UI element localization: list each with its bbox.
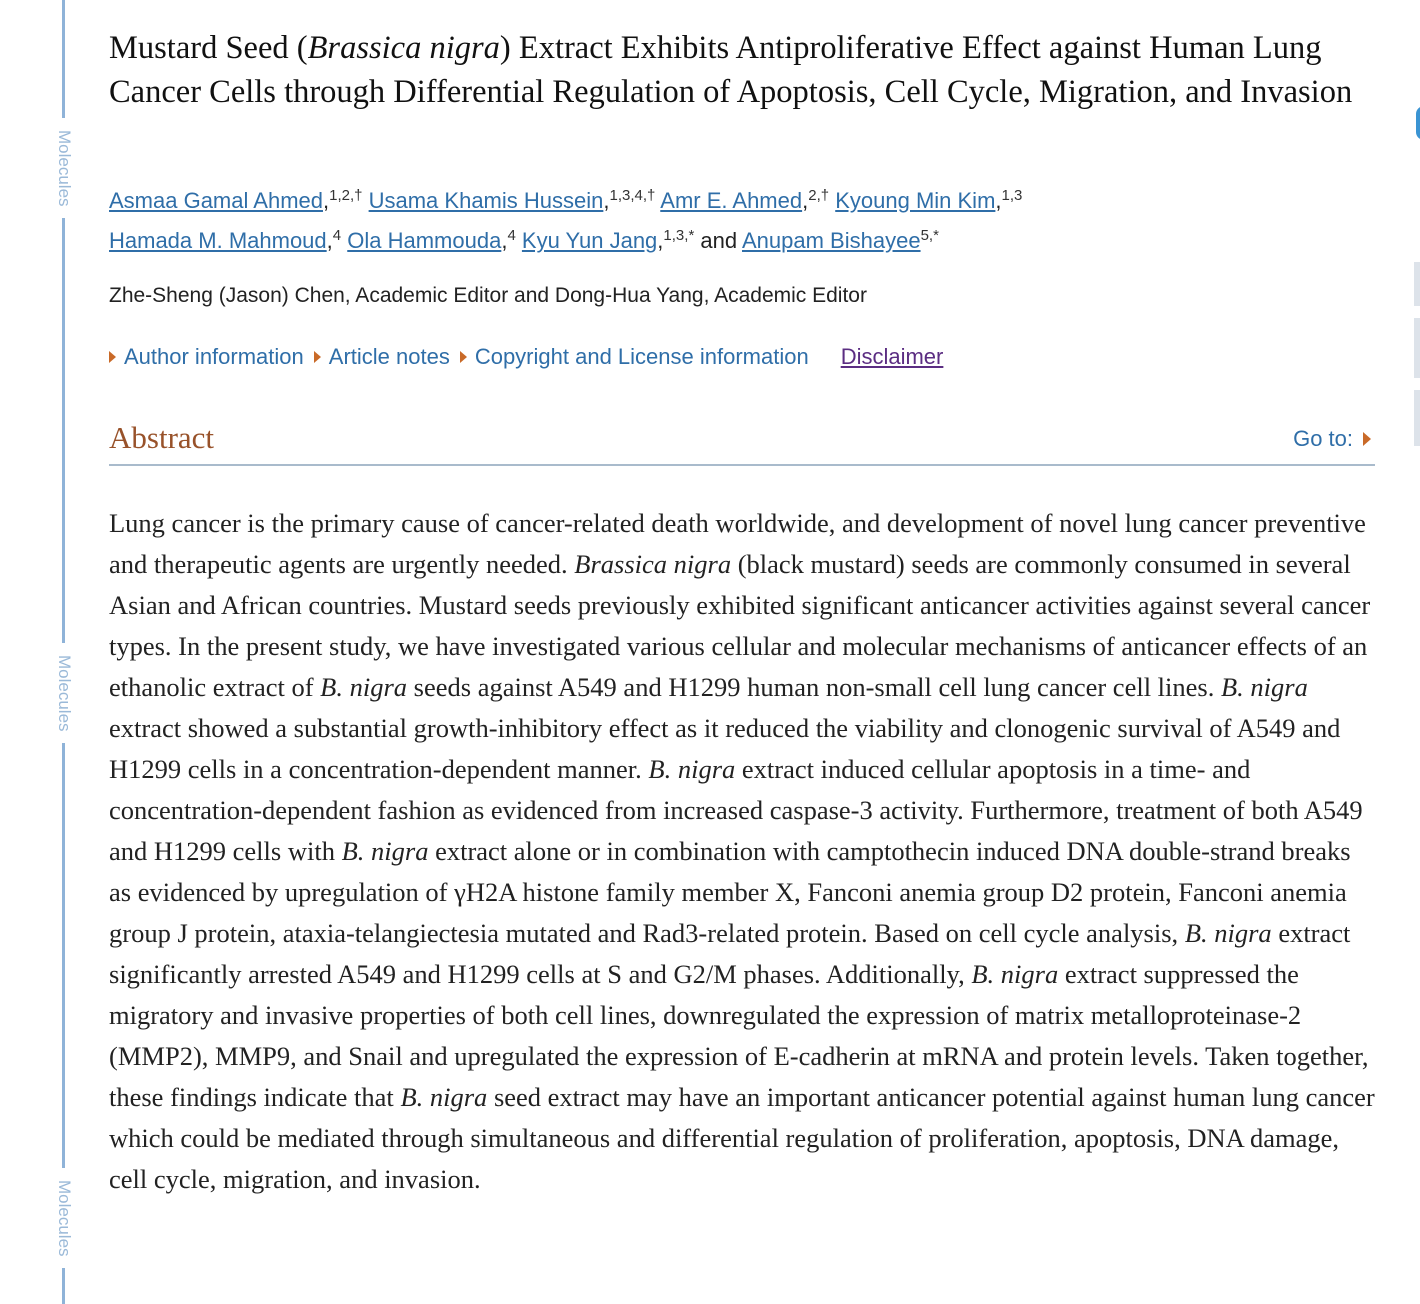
cropped-sidebar-edge [1414, 262, 1420, 306]
author-affiliation: 1,2,† [329, 187, 363, 204]
abstract-text [109, 503, 1375, 1200]
abstract-species-italic: B. nigra [1184, 918, 1272, 948]
triangle-right-icon [460, 351, 467, 363]
abstract-segment: extract induced cellular apoptosis in a time- and concentration-dependent fashion as evidenced from increased caspase-3 activity. Furthermore, treatment of both A549 and H1299 cells with [109, 754, 1363, 866]
author-affiliation: 1,3,4,† [609, 187, 656, 204]
author-affiliation: 5,* [920, 227, 939, 244]
copyright-license-toggle[interactable] [460, 344, 809, 370]
author-link[interactable]: Anupam Bishayee [742, 228, 921, 253]
abstract-species-italic: B. nigra [400, 1082, 488, 1112]
title-part: ) Extract Exhibits Antiproliferative Effect against Human Lung Cancer Cells through Differential Regulation of Apoptosis, Cell Cycle, Migration, and Invasion [109, 30, 1353, 110]
triangle-right-icon [1363, 432, 1371, 446]
author-list: Asmaa Gamal Ahmed,$^{1,2,\dagger}$ Usama Khamis Hussein,$^{1,3,4,\dagger}$ Amr E. Ahmed,$^{2,\dagger}$ Kyoung Min Kim,$^{1,3}$ Hamada M. Mahmoud,$^4$ Ola Hammouda,$^4$ Kyu Yun Jang,$^{1,3,*}$ and Anupam Bishayee$^{5,*}$ [109, 187, 1023, 253]
article-title [109, 26, 1359, 114]
author-affiliation: 1,3,* [663, 227, 695, 244]
abstract-segment: (black mustard) seeds are commonly consumed in several Asian and African countries. Mustard seeds previously exhibited significant anticancer activities against several cancer types. In the present study, we have investigated various cellular and molecular mechanisms of anticancer effects of an ethanolic extract of [109, 549, 1371, 702]
goto-label: Go to: [1293, 426, 1353, 451]
author-link[interactable]: Kyu Yun Jang [521, 228, 658, 253]
cropped-sidebar-edge [1414, 390, 1420, 446]
author-information-toggle[interactable] [109, 344, 304, 370]
abstract-species-italic: B. nigra [341, 836, 429, 866]
abstract-section-header [109, 418, 1375, 466]
author-link[interactable]: Hamada M. Mahmoud [109, 228, 327, 253]
journal-label[interactable]: Molecules [52, 118, 76, 218]
title-part: Mustard Seed ( [109, 30, 308, 66]
journal-label[interactable]: Molecules [52, 643, 76, 743]
abstract-species-italic: Brassica nigra [574, 549, 732, 579]
abstract-segment: seed extract may have an important anticancer potential against human lung cancer which could be mediated through simultaneous and differential regulation of proliferation, apoptosis, DNA damage, cell cycle, migration, and invasion. [109, 1082, 1375, 1194]
title-species-italic: Brassica nigra [307, 30, 500, 66]
abstract-segment: Lung cancer is the primary cause of cancer-related death worldwide, and development of novel lung cancer preventive and therapeutic agents are urgently needed. [109, 508, 1366, 579]
disclaimer-link[interactable]: Disclaimer [840, 344, 944, 369]
abstract-species-italic: B. nigra [971, 959, 1059, 989]
academic-editors: Zhe-Sheng (Jason) Chen, Academic Editor and Dong-Hua Yang, Academic Editor [109, 284, 867, 307]
abstract-segment: extract alone or in combination with camptothecin induced DNA double-strand breaks as evidenced by upregulation of γH2A histone family member X, Fanconi anemia group D2 protein, Fanconi anemia group J protein, ataxia-telangiectesia mutated and Rad3-related protein. Based on cell cycle analysis, [109, 836, 1351, 948]
author-affiliation: 1,3 [1001, 187, 1023, 204]
journal-label[interactable]: Molecules [52, 1168, 76, 1268]
author-link[interactable]: Usama Khamis Hussein [368, 188, 604, 213]
article-meta-links [109, 344, 943, 370]
author-link[interactable]: Ola Hammouda [347, 228, 502, 253]
abstract-segment: seeds against A549 and H1299 human non-small cell lung cancer cell lines. [407, 672, 1221, 702]
author-affiliation: 4 [332, 227, 342, 244]
meta-link-label: Copyright and License information [474, 344, 809, 369]
author-link[interactable]: Amr E. Ahmed [660, 188, 803, 213]
article-notes-toggle[interactable] [314, 344, 450, 370]
author-affiliation: 4 [507, 227, 516, 244]
meta-link-label: Author information [124, 344, 304, 369]
author-affiliation: 2,† [808, 187, 830, 204]
author-link[interactable]: Asmaa Gamal Ahmed [109, 188, 323, 213]
abstract-species-italic: B. nigra [320, 672, 408, 702]
abstract-species-italic: B. nigra [648, 754, 736, 784]
cropped-sidebar-button[interactable] [1416, 106, 1420, 140]
abstract-segment: extract showed a substantial growth-inhibitory effect as it reduced the viability and clonogenic survival of A549 and H1299 cells in a concentration-dependent manner. [109, 713, 1341, 784]
abstract-segment: extract suppressed the migratory and invasive properties of both cell lines, downregulated the expression of matrix metalloproteinase-2 (MMP2), MMP9, and Snail and upregulated the expression of E-cadherin at mRNA and protein levels. Taken together, these findings indicate that [109, 959, 1369, 1112]
goto-menu-button[interactable] [1293, 426, 1371, 452]
abstract-species-italic: B. nigra [1220, 672, 1308, 702]
author-separator: and [694, 228, 742, 253]
author-link[interactable]: Kyoung Min Kim [835, 188, 996, 213]
abstract-segment: extract significantly arrested A549 and H1299 cells at S and G2/M phases. Additionally, [109, 918, 1351, 989]
triangle-right-icon [109, 351, 116, 363]
abstract-heading: Abstract [109, 420, 215, 455]
meta-link-label: Article notes [328, 344, 450, 369]
cropped-sidebar-edge [1414, 318, 1420, 378]
triangle-right-icon [314, 351, 321, 363]
